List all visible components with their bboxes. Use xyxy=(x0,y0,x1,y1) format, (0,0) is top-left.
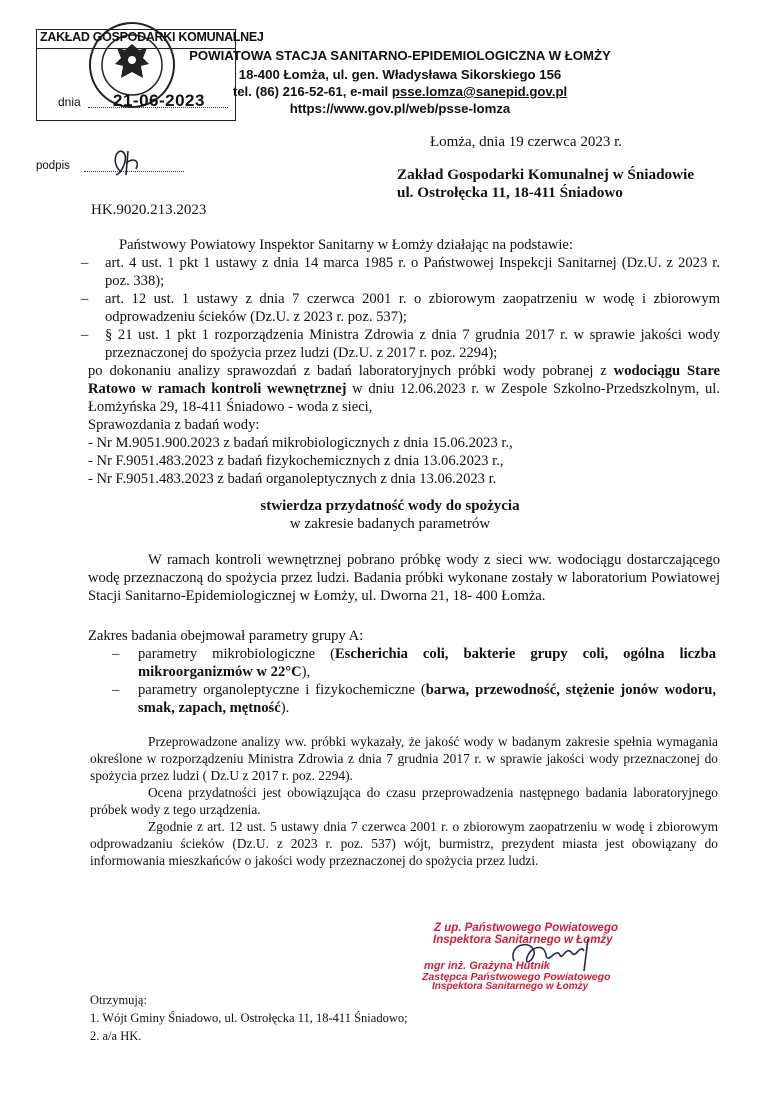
validity-paragraph: Ocena przydatności jest obowiązująca do czasu przeprowadzenia następnego badania laboratoryjnego próbek wody z tego urządzenia. xyxy=(90,785,718,817)
recipients-label: Otrzymują: xyxy=(90,993,147,1007)
institution-name: POWIATOWA STACJA SANITARNO-EPIDEMIOLOGICZNA W ŁOMŻY xyxy=(189,48,611,63)
initials-signature xyxy=(100,141,160,181)
handwritten-signature xyxy=(500,925,610,985)
verdict-subtitle: w zakresie badanych parametrów xyxy=(289,516,491,532)
signatory-title: Zastępca Państwowego Powiatowego xyxy=(422,971,611,983)
addressee-address: ul. Ostrołęcka 11, 18-411 Śniadowo xyxy=(397,184,623,201)
verdict-title: stwierdza przydatność wody do spożycia xyxy=(260,498,520,514)
report-item: - Nr F.9051.483.2023 z badań organoleptycznych z dnia 13.06.2023 r. xyxy=(88,471,497,487)
report-item: - Nr M.9051.900.2023 z badań mikrobiologicznych z dnia 15.06.2023 r., xyxy=(88,435,513,451)
results-paragraph: Przeprowadzone analizy ww. próbki wykazały, że jakość wody w badanym zakresie spełnia wymagania określone w rozporządzeniu Ministra Zdrowia z dnia 7 grudnia 2017 r. w sprawie jakości wody przeznaczonej do spożycia przez ludzi ( Dz.U z 2017 r. poz. 2294). xyxy=(90,734,718,783)
reports-label: Sprawozdania z badań wody: xyxy=(88,417,260,433)
reference-number: HK.9020.213.2023 xyxy=(91,202,207,218)
analysis-paragraph: po dokonaniu analizy sprawozdań z badań laboratoryjnych próbki wody pobranej z wodociągu Stare Ratowo w ramach kontroli wewnętrznej w dniu 12.06.2023 r. w Zespole Szkolno-Przedszkolnym, ul. Łomżyńska 29, 18-411 Śniadowo - woda z sieci, xyxy=(88,363,721,415)
stamp-company-name: ZAKŁAD GOSPODARKI KOMUNALNEJ xyxy=(40,30,264,44)
phone-text: tel. (86) 216-52-61, e-mail xyxy=(232,84,392,99)
recipient-item: 1. Wójt Gminy Śniadowo, ul. Ostrołęcka 11, 18-411 Śniadowo; xyxy=(90,1011,408,1025)
institution-address: 18-400 Łomża, ul. gen. Władysława Sikorskiego 156 xyxy=(238,67,562,82)
sampling-paragraph: W ramach kontroli wewnętrznej pobrano próbkę wody z sieci ww. wodociągu dostarczającego wodę przeznaczoną do spożycia przez ludzi. Badania próbki wykonane zostały w laboratorium Powiatowej Stacji Sanitarno-Epidemiologicznej w Łomży, ul. Dworna 21, 18- 400 Łomża. xyxy=(88,552,720,604)
date-place: Łomża, dnia 19 czerwca 2023 r. xyxy=(430,134,623,150)
legal-obligation-paragraph: Zgodnie z art. 12 ust. 5 ustawy dnia 7 czerwca 2001 r. o zbiorowym zaopatrzeniu w wodę i zbiorowym odprowadzaniu ścieków (Dz.U. z 2023 r. poz. 537) wójt, burmistrz, prezydent miasta jest obowiązany do informowania mieszkańców o jakości wody przeznaczonej do spożycia przez ludzi. xyxy=(90,819,718,868)
stamp-signature-label: podpis xyxy=(36,160,70,172)
stamp-date: 21-06-2023 xyxy=(113,91,205,110)
signature-stamp-line: Z up. Państwowego Powiatowego xyxy=(434,922,619,934)
legal-basis-text: art. 12 ust. 1 ustawy z dnia 7 czerwca 2001 r. o zbiorowym zaopatrzeniu w wodę i zbiorowym odprowadzeniu ścieków (Dz.U. z 2023 r. poz. 537); xyxy=(105,291,720,325)
signatory-title: Inspektora Sanitarnego w Łomży xyxy=(432,981,589,992)
institution-website[interactable]: https://www.gov.pl/web/psse-lomza xyxy=(289,101,511,116)
addressee-name: Zakład Gospodarki Komunalnej w Śniadowie xyxy=(397,166,695,183)
stamp-date-label: dnia xyxy=(58,95,81,109)
report-item: - Nr F.9051.483.2023 z badań fizykochemicznych z dnia 13.06.2023 r., xyxy=(88,453,504,469)
signature-stamp-line: Inspektora Sanitarnego w Łomży xyxy=(433,934,613,946)
signatory-name: mgr inż. Grażyna Hutnik xyxy=(424,960,550,972)
legal-basis-text: § 21 ust. 1 pkt 1 rozporządzenia Ministra Zdrowia z dnia 7 grudnia 2017 r. w sprawie jakości wody przeznaczonej do spożycia przez ludzi (Dz.U. z 2017 r. poz. 2294); xyxy=(105,327,720,361)
institution-contact xyxy=(100,84,700,99)
scope-label: Zakres badania obejmował parametry grupy A: xyxy=(88,628,364,644)
legal-basis-text: art. 4 ust. 1 pkt 1 ustawy z dnia 14 marca 1985 r. o Państwowej Inspekcji Sanitarnej (Dz.U. z 2023 r. poz. 338); xyxy=(105,255,720,289)
intro-text: Państwowy Powiatowy Inspektor Sanitarny w Łomży działając na podstawie: xyxy=(119,237,573,253)
recipient-item: 2. a/a HK. xyxy=(90,1029,142,1043)
email-link[interactable]: psse.lomza@sanepid.gov.pl xyxy=(391,84,568,99)
